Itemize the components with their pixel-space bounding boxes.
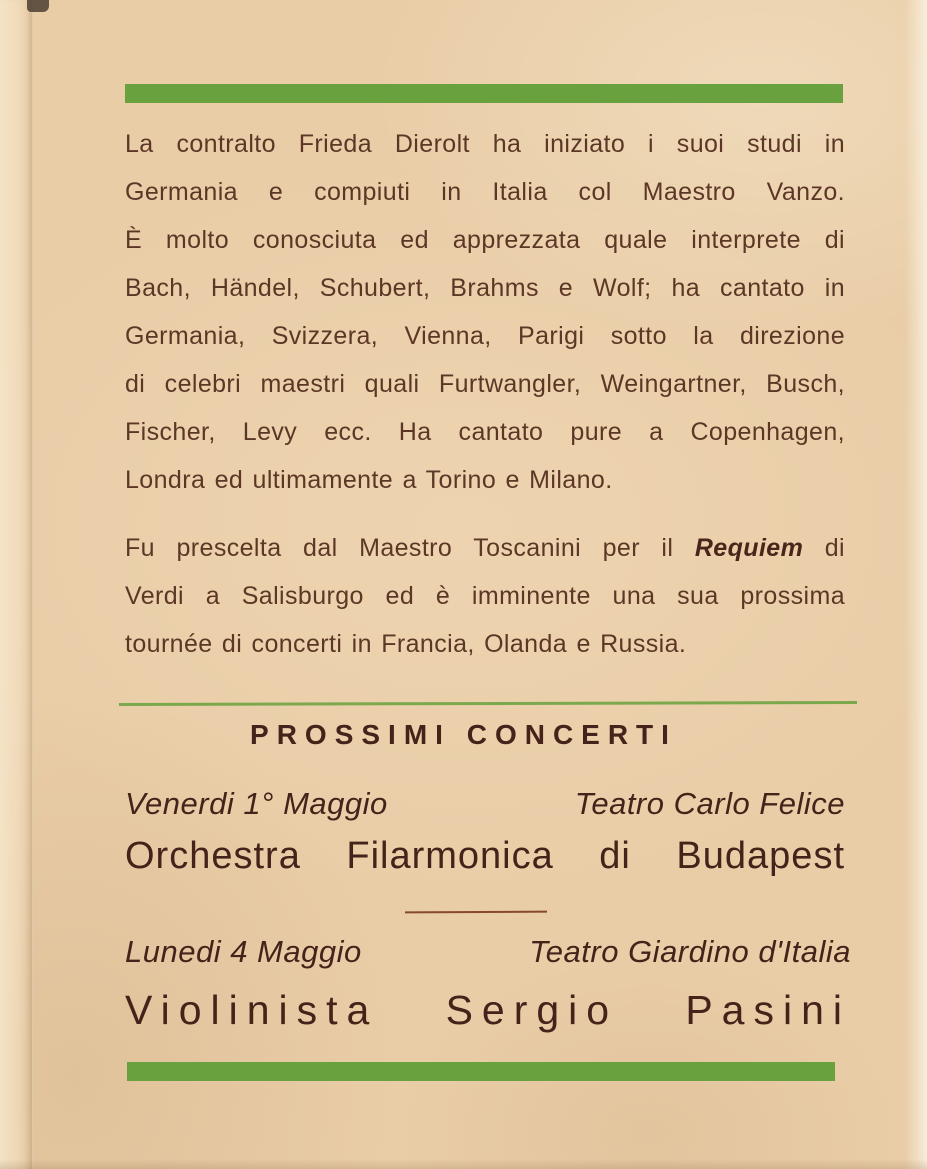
bio-text-line: Londra ed ultimamente a Torino e Milano.	[125, 466, 613, 494]
bio-text-line: È molto conosciuta ed apprezzata quale interprete di	[125, 226, 845, 254]
biography-text	[125, 120, 845, 668]
paper-right-edge	[905, 0, 927, 1169]
paper-bottom-edge	[0, 1159, 927, 1169]
concert-2-title: Violinista Sergio Pasini	[125, 987, 851, 1033]
bio-text-line: Bach, Händel, Schubert, Brahms e Wolf; ha cantato in	[125, 274, 845, 302]
concert-1-date: Venerdi 1° Maggio	[125, 786, 388, 821]
bio-text-line: Verdi a Salisburgo ed è imminente una sua prossima	[125, 582, 845, 610]
concert-2-date: Lunedi 4 Maggio	[125, 934, 362, 969]
concert-1-title: Orchestra Filarmonica di Budapest	[125, 835, 845, 877]
bio-text-line: tournée di concerti in Francia, Olanda e Russia.	[125, 630, 687, 658]
bottom-green-bar	[127, 1062, 835, 1081]
bio-text-line: Fischer, Levy ecc. Ha cantato pure a Copenhagen,	[125, 418, 845, 446]
concert-entry-2	[125, 932, 851, 1036]
concert-2-info-row	[125, 932, 851, 972]
upcoming-concerts-heading: PROSSIMI CONCERTI	[250, 719, 677, 750]
concert-entry-1	[125, 784, 845, 879]
scan-corner-artifact	[27, 0, 49, 12]
concert-2-venue: Teatro Giardino d'Italia	[529, 934, 851, 969]
bio-text-line: Fu prescelta dal Maestro Toscanini per il Requiem di	[125, 534, 845, 562]
bio-text-line: Germania e compiuti in Italia col Maestro Vanzo.	[125, 178, 845, 206]
top-green-bar	[125, 84, 843, 103]
bio-text-line: di celebri maestri quali Furtwangler, Weingartner, Busch,	[125, 370, 845, 398]
bio-paragraph-1	[125, 120, 845, 504]
section-divider-rule	[119, 701, 857, 706]
bio-text-line: Germania, Svizzera, Vienna, Parigi sotto la direzione	[125, 322, 845, 350]
paper-left-edge	[0, 0, 33, 1169]
concert-1-venue: Teatro Carlo Felice	[574, 786, 845, 821]
bio-text-line: La contralto Frieda Dierolt ha iniziato i suoi studi in	[125, 130, 845, 158]
concert-separator-line	[405, 911, 547, 914]
bio-paragraph-2	[125, 524, 845, 668]
concert-1-info-row	[125, 784, 845, 824]
